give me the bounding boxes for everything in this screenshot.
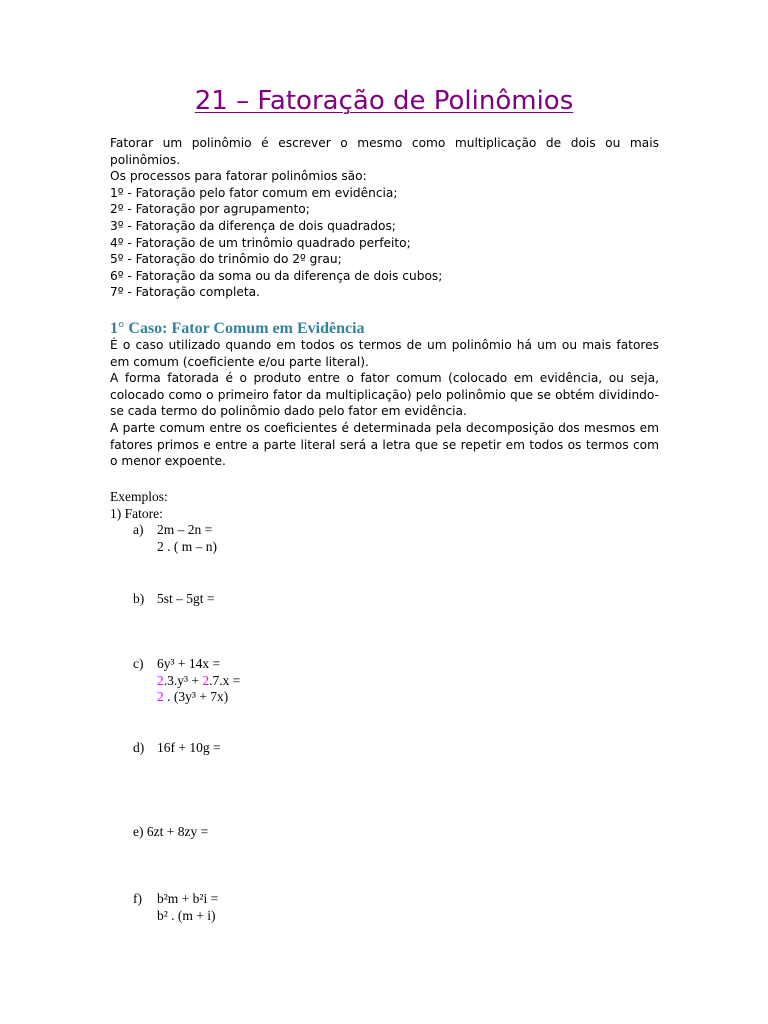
example-c: [133, 656, 240, 706]
process-item: 5º - Fatoração do trinômio do 2º grau;: [110, 252, 342, 267]
example-f-label: f): [133, 891, 142, 906]
intro-paragraph: Fatorar um polinômio é escrever o mesmo como multiplicação de dois ou mais polinômios.: [110, 136, 659, 167]
example-c-answer-part: . (3y³ + 7x): [163, 689, 229, 705]
example-d-label: d): [133, 740, 145, 755]
section-heading: 1° Caso: Fator Comum em Evidência: [110, 320, 365, 337]
example-c-expression: 6y³ + 14x =: [157, 656, 221, 671]
example-f: [133, 891, 218, 924]
example-b-label: b): [133, 591, 145, 606]
process-item: 4º - Fatoração de um trinômio quadrado perfeito;: [110, 235, 411, 250]
exercise-label: 1) Fatore:: [110, 505, 163, 521]
examples-header: [110, 489, 168, 522]
process-item: 7º - Fatoração completa.: [110, 285, 260, 300]
process-item: 2º - Fatoração por agrupamento;: [110, 202, 310, 217]
example-c-step: [133, 673, 240, 690]
processes-intro: Os processos para fatorar polinômios são:: [110, 169, 367, 184]
section-paragraph-3: A parte comum entre os coeficientes é determinada pela decomposição dos mesmos em fatores primos e entre a parte literal será a letra que se repetir em todos os termos com o menor expoente.: [110, 420, 659, 469]
example-f-answer: b² . (m + i): [157, 907, 216, 923]
section-paragraph-1: É o caso utilizado quando em todos os termos de um polinômio há um ou mais fatores em comum (coeficiente e/ou parte literal).: [110, 338, 659, 369]
example-a-label: a): [133, 522, 144, 537]
page-title: 21 – Fatoração de Polinômios: [194, 86, 574, 116]
example-a: [133, 522, 217, 555]
example-c-answer: [133, 689, 240, 706]
common-factor: 2: [202, 672, 210, 688]
example-c-label: c): [133, 656, 144, 671]
example-f-expression: b²m + b²i =: [157, 891, 219, 906]
example-c-step-part: .7.x =: [209, 672, 241, 688]
common-factor: 2: [157, 672, 164, 688]
process-item: 6º - Fatoração da soma ou da diferença de dois cubos;: [110, 268, 443, 283]
example-b: [133, 591, 215, 608]
intro-section: [110, 135, 659, 301]
process-item: 3º - Fatoração da diferença de dois quadrados;: [110, 218, 396, 233]
common-factor: 2: [157, 689, 164, 705]
examples-heading: Exemplos:: [110, 489, 168, 504]
example-d: [133, 740, 221, 757]
example-d-expression: 16f + 10g =: [157, 740, 221, 755]
example-b-expression: 5st – 5gt =: [157, 591, 215, 606]
process-item: 1º - Fatoração pelo fator comum em evidência;: [110, 185, 398, 200]
example-a-answer: 2 . ( m – n): [157, 538, 217, 554]
example-e-expression: e) 6zt + 8zy =: [133, 824, 209, 839]
section-body: [110, 337, 659, 470]
example-c-step-part: .3.y³ +: [163, 672, 203, 688]
processes-list: [110, 185, 659, 301]
example-a-expression: 2m – 2n =: [157, 522, 213, 537]
section-paragraph-2: A forma fatorada é o produto entre o fator comum (colocado em evidência, ou seja, colocado como o primeiro fator da multiplicação) pelo polinômio que se obtém dividindo-se cada termo do polinômio dado pelo fator em evidência.: [110, 371, 659, 419]
example-e: [133, 824, 208, 841]
